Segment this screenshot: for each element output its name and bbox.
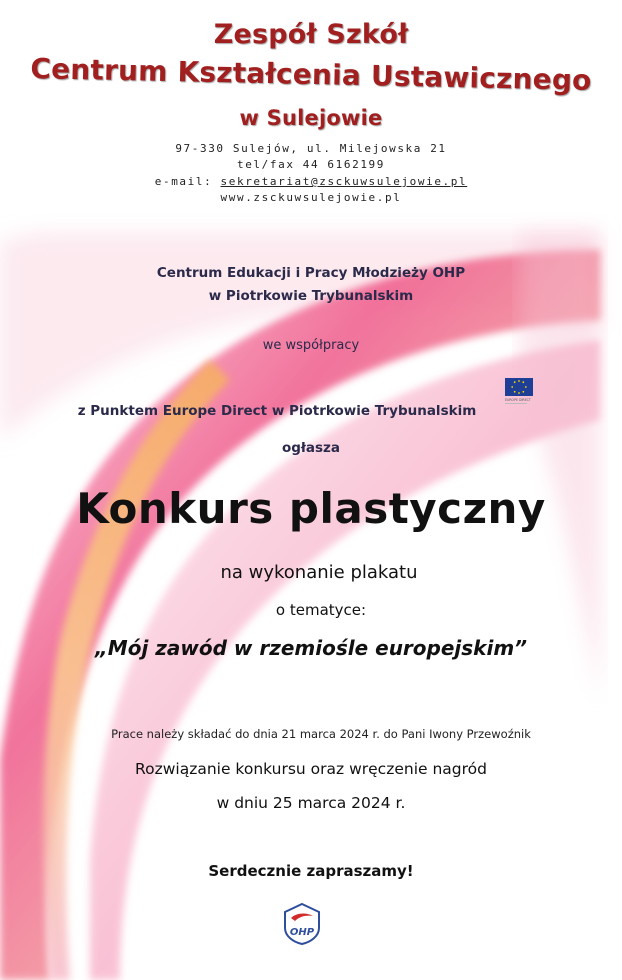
school-telfax: tel/fax 44 6162199 [236,158,385,171]
email-label: e-mail: [154,175,221,188]
eu-caption: EUROPE DIRECT [505,398,531,402]
partner-text: z Punktem Europe Direct w Piotrkowie Trybunalskim [77,403,477,419]
org-line1: Centrum Edukacji i Pracy Młodzieży OHP [156,265,466,281]
eu-flag-icon [504,376,534,406]
cooperation-text: we współpracy [262,338,360,353]
contest-subtitle: na wykonanie plakatu [220,562,418,583]
ohp-logo-icon [282,902,322,946]
email-link[interactable]: sekretariat@zsckuwsulejowie.pl [220,175,468,188]
announces-text: ogłasza [281,440,341,456]
contest-topic: „Mój zawód w rzemiośle europejskim” [94,636,528,660]
results-line2: w dniu 25 marca 2024 r. [216,794,406,812]
school-name-line2: Centrum Kształcenia Ustawicznego [30,52,592,97]
invitation-text: Serdecznie zapraszamy! [208,862,414,880]
school-name-line3: w Sulejowie [239,106,383,130]
submission-deadline: Prace należy składać do dnia 21 marca 2024 r. do Pani Iwony Przewoźnik [111,727,531,741]
ohp-logo-text: OHP [289,927,315,938]
topic-intro: o tematyce: [275,601,367,619]
contest-title: Konkurs plastyczny [76,484,546,533]
school-name-line1: Zespół Szkół [213,19,409,50]
school-email-line [0,174,622,189]
results-line1: Rozwiązanie konkursu oraz wręczenie nagród [135,760,487,778]
school-website[interactable]: www.zsckuwsulejowie.pl [220,191,402,204]
org-line2: w Piotrkowie Trybunalskim [208,288,414,304]
school-address: 97-330 Sulejów, ul. Milejowska 21 [175,142,447,155]
